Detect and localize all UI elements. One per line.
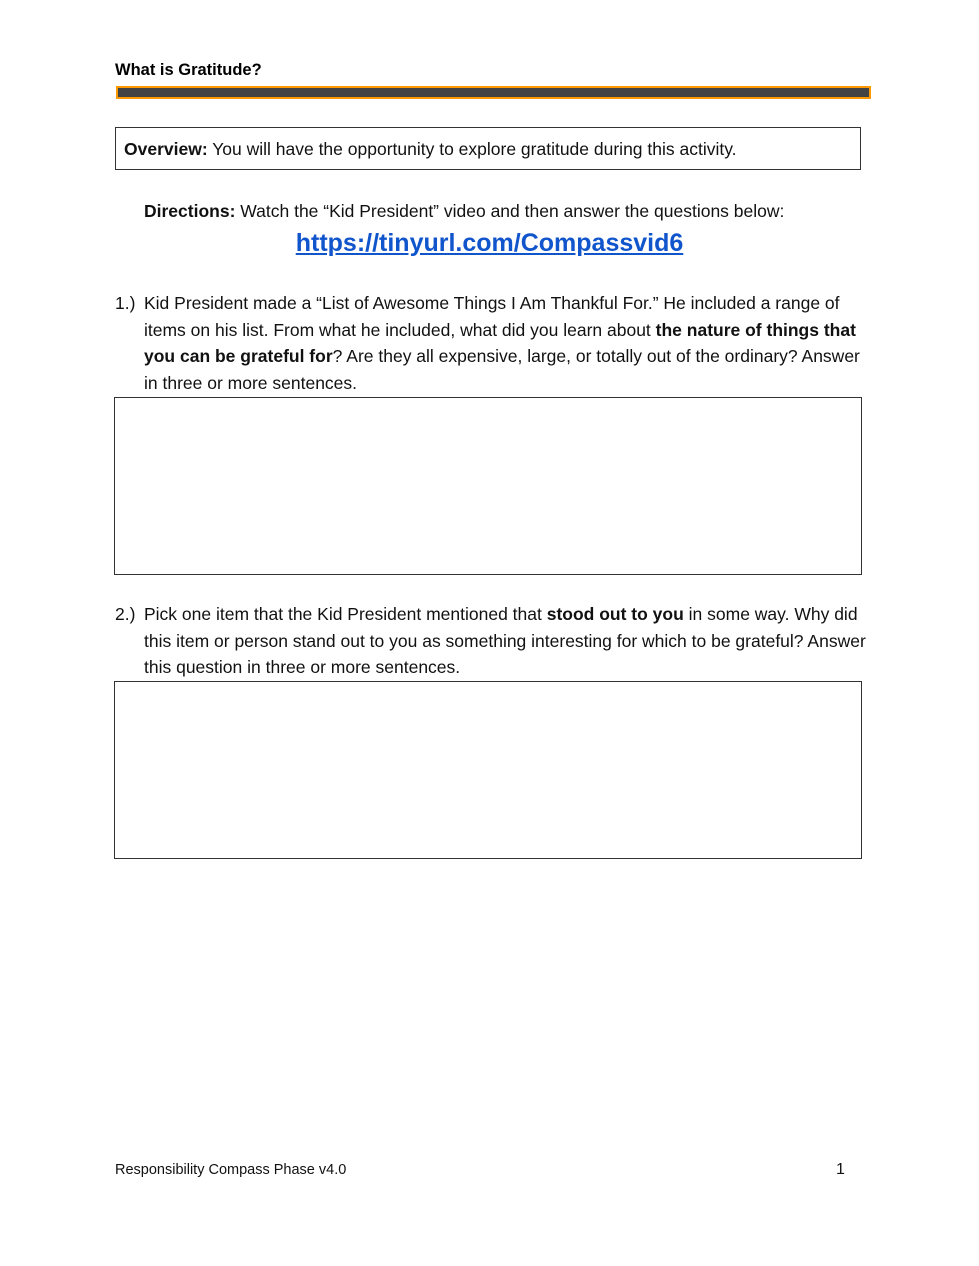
question-2-number: 2.) (115, 604, 136, 624)
question-1-text-part2: ? Are they all expensive, large, or totally out of the ordinary? Answer in three or more sentences. (144, 346, 860, 393)
question-1 (115, 290, 875, 396)
question-2-text-bold: stood out to you (546, 604, 684, 624)
question-2-text (144, 601, 875, 681)
page-number: 1 (836, 1161, 845, 1178)
question-1-text-part1: Kid President made a “List of Awesome Things I Am Thankful For.” He included a range of items on his list. From what he included, what did you learn about (144, 293, 840, 340)
question-2-text-part2: in some way. Why did this item or person stand out to you as something interesting for which to be grateful? Answer this question in three or more sentences. (144, 604, 866, 677)
directions-label: Directions: (144, 201, 236, 221)
overview-label: Overview: (124, 139, 208, 159)
answer-box-1[interactable] (114, 397, 862, 575)
directions (144, 200, 784, 222)
question-2 (115, 601, 875, 681)
overview-text: You will have the opportunity to explore gratitude during this activity. (207, 139, 737, 159)
overview-box (115, 127, 861, 170)
question-2-text-part1: Pick one item that the Kid President mentioned that (144, 604, 547, 624)
footer-doc-name: Responsibility Compass Phase v4.0 (115, 1162, 347, 1178)
video-link[interactable]: https://tinyurl.com/Compassvid6 (295, 229, 684, 257)
page-title: What is Gratitude? (115, 61, 262, 79)
question-1-text (144, 290, 875, 396)
answer-box-2[interactable] (114, 681, 862, 859)
question-1-number: 1.) (115, 293, 136, 313)
directions-text: Watch the “Kid President” video and then answer the questions below: (235, 201, 785, 221)
title-divider-bar (116, 86, 871, 99)
question-1-text-bold: the nature of things that you can be grateful for (144, 319, 856, 366)
